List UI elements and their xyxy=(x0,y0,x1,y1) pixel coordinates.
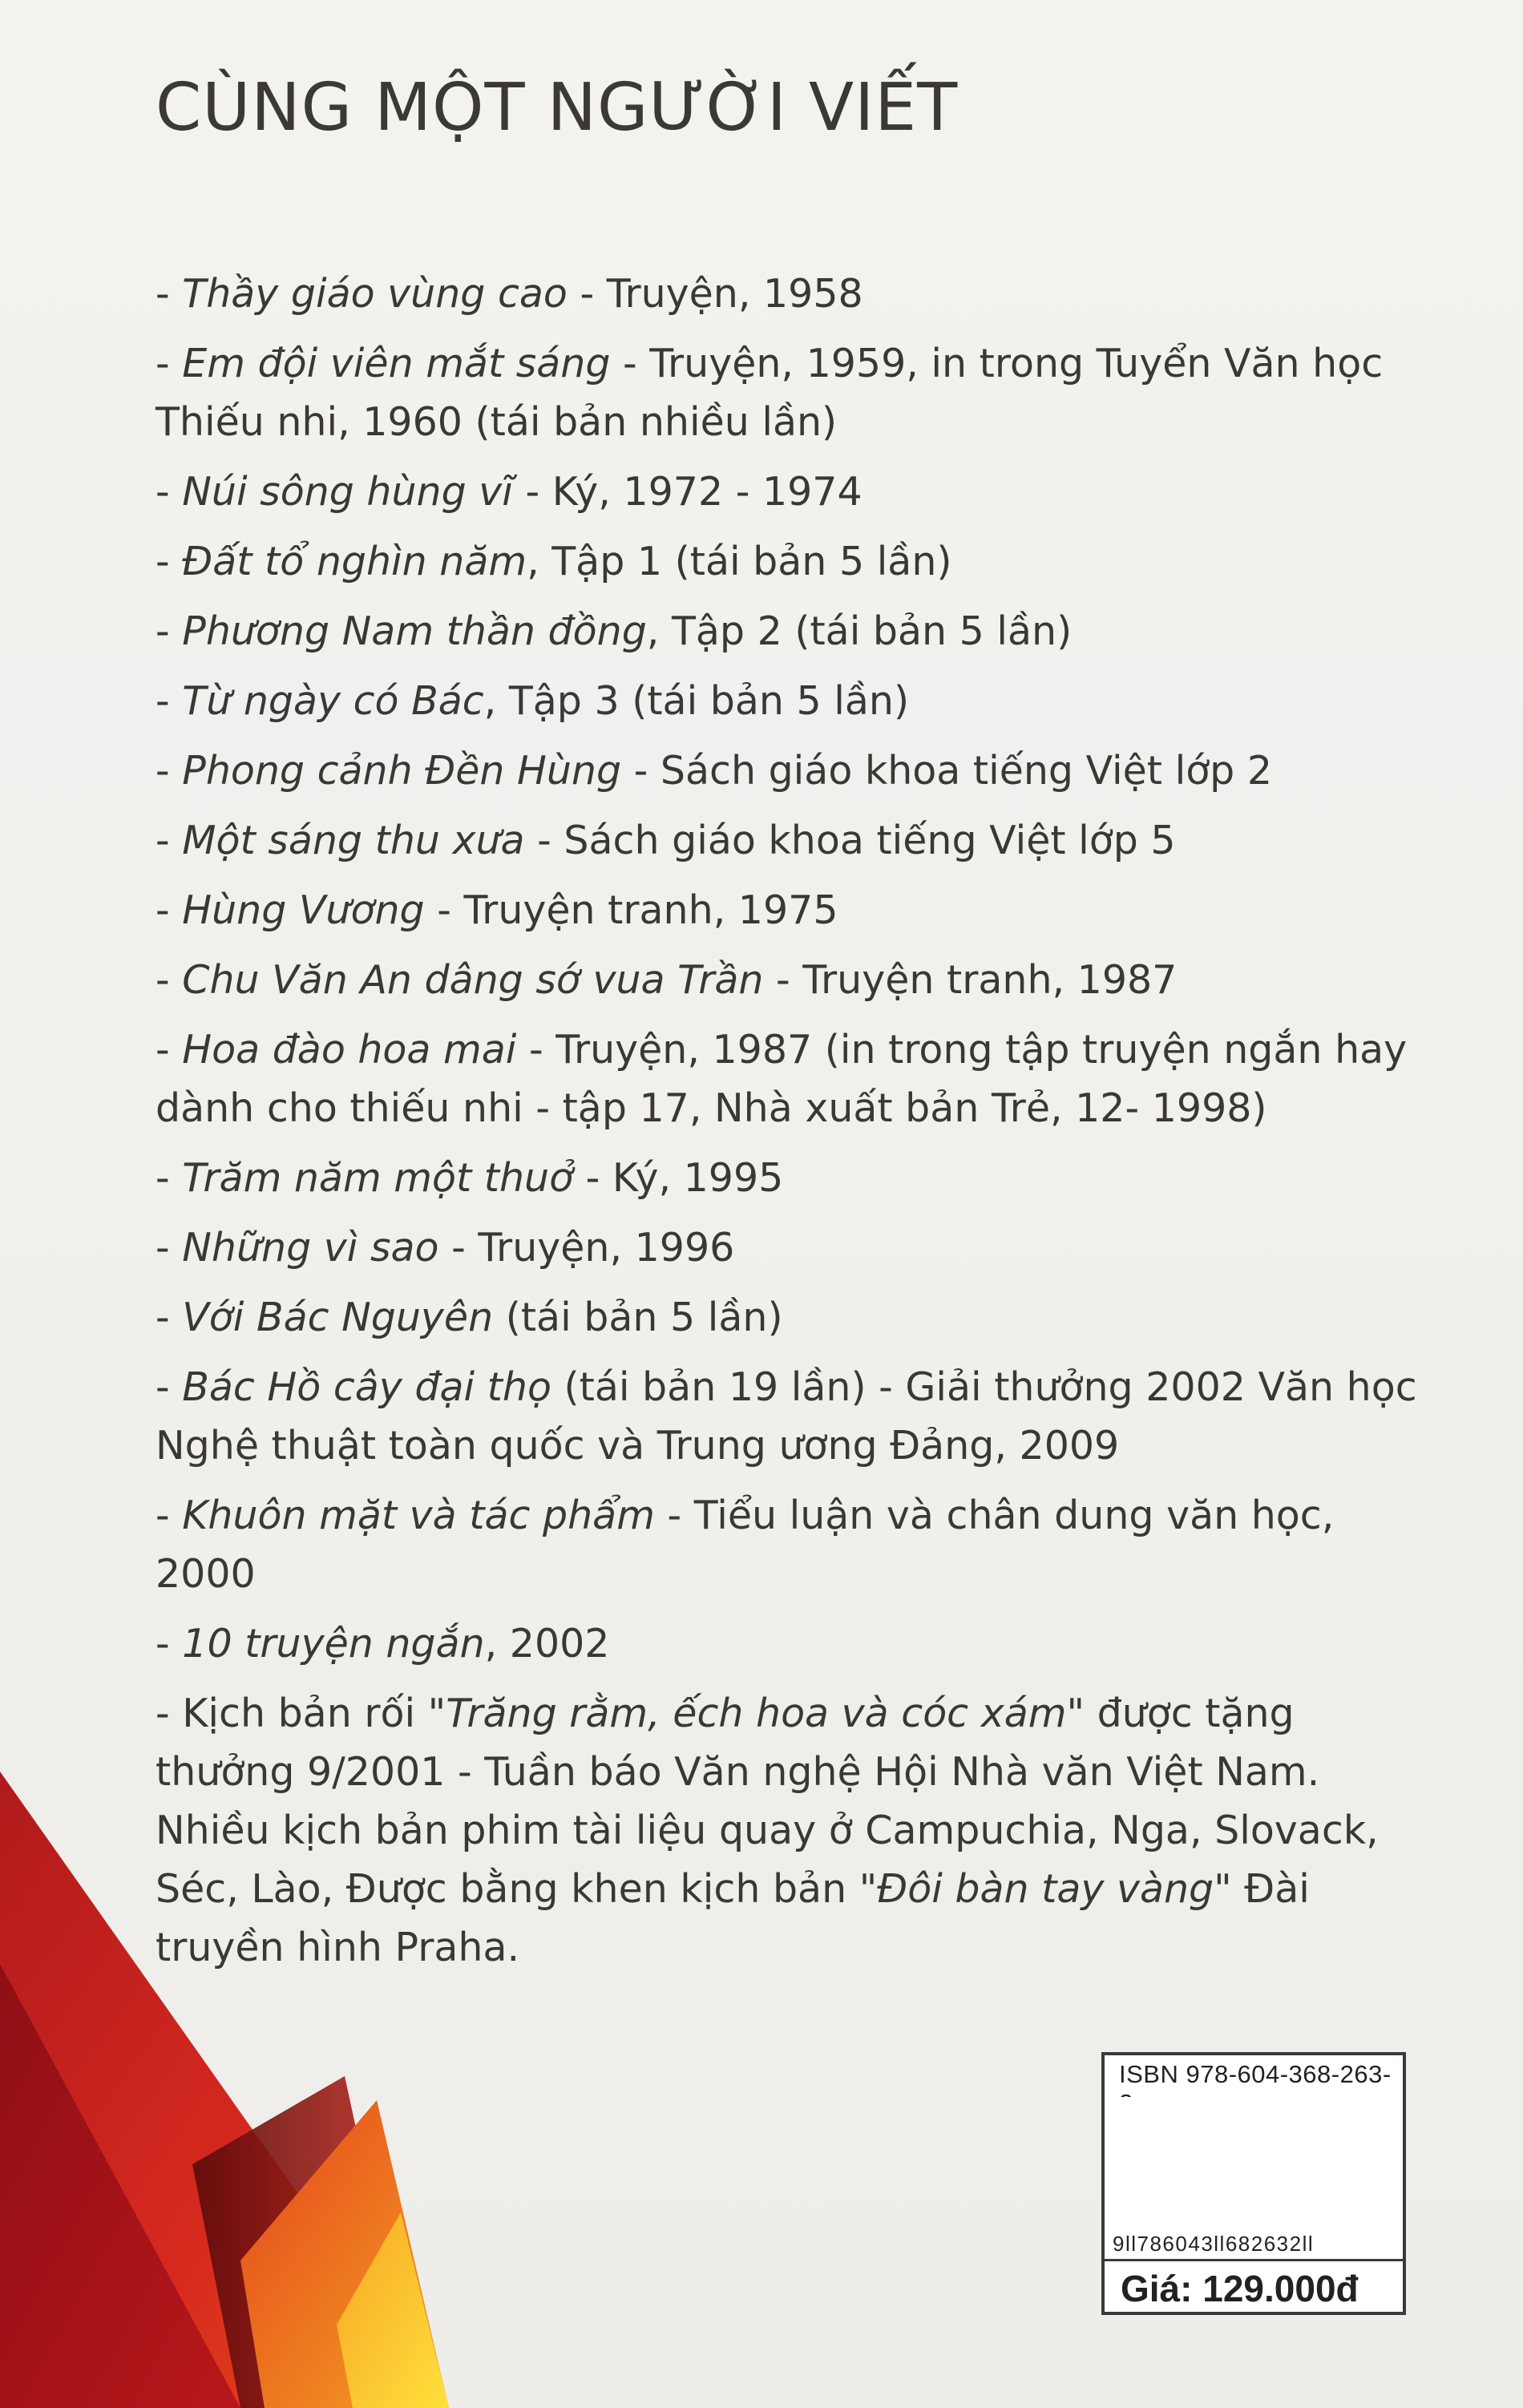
page-title: CÙNG MỘT NGƯỜI VIẾT xyxy=(156,70,959,146)
barcode-bar xyxy=(1267,2097,1270,2229)
work-title: Chu Văn An dâng sớ vua Trần xyxy=(182,957,764,1003)
barcode-bar xyxy=(1164,2097,1165,2229)
work-details: , 2002 xyxy=(484,1621,610,1667)
work-title: Trăm năm một thuở xyxy=(182,1155,574,1201)
work-entry: - Đất tổ nghìn năm, Tập 1 (tái bản 5 lần) xyxy=(156,539,952,584)
work-details: Đài truyền hình Praha. xyxy=(156,1866,1310,1970)
work-details: - Ký, 1995 xyxy=(573,1155,784,1201)
barcode-bar xyxy=(1277,2097,1279,2229)
work-entry: - Phương Nam thần đồng, Tập 2 (tái bản 5 lần) xyxy=(156,608,1073,654)
barcode-bar xyxy=(1257,2097,1258,2229)
work-entry: - Trăm năm một thuở - Ký, 1995 xyxy=(156,1155,784,1201)
barcode-bar xyxy=(1140,2097,1142,2229)
barcode-bar xyxy=(1224,2097,1228,2229)
work-entry: - 10 truyện ngắn, 2002 xyxy=(156,1621,610,1667)
barcode-bar xyxy=(1169,2097,1171,2229)
work-title: 10 truyện ngắn xyxy=(182,1621,485,1667)
work-title: Phương Nam thần đồng xyxy=(182,608,647,654)
work-entry: - Từ ngày có Bác, Tập 3 (tái bản 5 lần) xyxy=(156,678,910,724)
barcode-bar xyxy=(1229,2097,1230,2229)
work-details: - Sách giáo khoa tiếng Việt lớp 2 xyxy=(621,748,1273,794)
barcode-bar xyxy=(1121,2097,1125,2229)
work-entry: - Phong cảnh Đền Hùng - Sách giáo khoa tiếng Việt lớp 2 xyxy=(156,748,1273,794)
work-title: Một sáng thu xưa xyxy=(182,818,525,863)
content-area xyxy=(156,56,1422,1988)
work-details: (tái bản 5 lần) xyxy=(493,1295,783,1340)
work-title: Khuôn mặt và tác phẩm xyxy=(182,1493,655,1538)
barcode-bar xyxy=(1133,2097,1137,2229)
work-details: , Tập 2 (tái bản 5 lần) xyxy=(646,608,1073,654)
work-entry: - Núi sông hùng vĩ - Ký, 1972 - 1974 xyxy=(156,469,862,515)
barcode-bar xyxy=(1146,2097,1148,2229)
work-entry-puppet-script: - Kịch bản rối "Trăng rằm, ếch hoa và cóc xám" được tặng thưởng 9/2001 - Tuần báo Văn nghệ Hội Nhà văn Việt Nam. Nhiều kịch bản phim tài liệu quay ở Campuchia, Nga, Slovack, Séc, Lào, Được bằng khen kịch bản "Đôi bàn tay vàng" Đài truyền hình Praha. xyxy=(156,1691,1379,1970)
barcode-bar xyxy=(1212,2097,1214,2229)
work-entry: - Một sáng thu xưa - Sách giáo khoa tiếng Việt lớp 5 xyxy=(156,818,1176,863)
work-details: - Truyện tranh, 1987 xyxy=(763,957,1178,1003)
barcode-bar xyxy=(1137,2097,1139,2229)
work-title: Với Bác Nguyên xyxy=(182,1295,494,1340)
barcode-bar xyxy=(1197,2097,1199,2229)
works-list xyxy=(156,265,1422,1977)
barcode-bar xyxy=(1219,2097,1222,2229)
work-title: Hoa đào hoa mai xyxy=(182,1027,517,1073)
barcode xyxy=(1116,2097,1392,2229)
work-entry: - Hùng Vương - Truyện tranh, 1975 xyxy=(156,887,838,933)
price-label: Giá: 129.000đ xyxy=(1121,2268,1359,2309)
work-details: , Tập 1 (tái bản 5 lần) xyxy=(527,539,952,584)
barcode-bar xyxy=(1188,2097,1192,2229)
barcode-bar xyxy=(1149,2097,1151,2229)
barcode-bar xyxy=(1205,2097,1207,2229)
work-entry: - Thầy giáo vùng cao - Truyện, 1958 xyxy=(156,271,863,317)
barcode-bar xyxy=(1125,2097,1127,2229)
barcode-bar xyxy=(1217,2097,1218,2229)
barcode-bar xyxy=(1181,2097,1183,2229)
work-title: Em đội viên mắt sáng xyxy=(182,341,611,386)
work-title: Hùng Vương xyxy=(182,887,425,933)
barcode-bar xyxy=(1158,2097,1160,2229)
work-title: "Trăng rằm, ếch hoa và cóc xám" xyxy=(427,1691,1085,1736)
barcode-bar xyxy=(1250,2097,1251,2229)
work-details: - Truyện, 1959, in trong Tuyển Văn học Thiếu nhi, 1960 (tái bản nhiều lần) xyxy=(156,341,1384,445)
barcode-bar xyxy=(1174,2097,1175,2229)
barcode-bar xyxy=(1176,2097,1180,2229)
work-title: Đất tổ nghìn năm xyxy=(182,539,527,584)
work-entry: - Với Bác Nguyên (tái bản 5 lần) xyxy=(156,1295,783,1340)
work-details: - Sách giáo khoa tiếng Việt lớp 5 xyxy=(524,818,1176,863)
work-entry: - Em đội viên mắt sáng - Truyện, 1959, in trong Tuyển Văn học Thiếu nhi, 1960 (tái bản nhiều lần) xyxy=(156,341,1384,445)
work-entry: - Hoa đào hoa mai - Truyện, 1987 (in trong tập truyện ngắn hay dành cho thiếu nhi - tập 17, Nhà xuất bản Trẻ, 12- 1998) xyxy=(156,1027,1408,1131)
work-details: - Truyện, 1996 xyxy=(438,1225,735,1271)
price-divider xyxy=(1105,2259,1403,2261)
barcode-bar xyxy=(1152,2097,1156,2229)
barcode-bar xyxy=(1233,2097,1234,2229)
work-title: Những vì sao xyxy=(182,1225,439,1271)
work-details: - Truyện tranh, 1975 xyxy=(424,887,838,933)
work-entry: - Những vì sao - Truyện, 1996 xyxy=(156,1225,735,1271)
work-details: Kịch bản rối xyxy=(182,1691,428,1736)
work-details: - Truyện, 1958 xyxy=(567,271,863,317)
barcode-bar xyxy=(1193,2097,1194,2229)
barcode-bar xyxy=(1262,2097,1263,2229)
work-entry: - Khuôn mặt và tác phẩm - Tiểu luận và chân dung văn học, 2000 xyxy=(156,1493,1335,1597)
barcode-bar xyxy=(1264,2097,1266,2229)
work-title: Từ ngày có Bác xyxy=(182,678,484,724)
barcode-bar xyxy=(1161,2097,1163,2229)
barcode-bar xyxy=(1236,2097,1240,2229)
work-details: - Tiểu luận và chân dung văn học, 2000 xyxy=(156,1493,1335,1597)
work-details: - Truyện, 1987 (in trong tập truyện ngắn hay dành cho thiếu nhi - tập 17, Nhà xuất bản Trẻ, 12- 1998) xyxy=(156,1027,1408,1131)
barcode-bar xyxy=(1243,2097,1246,2229)
work-entry: - Bác Hồ cây đại thọ (tái bản 19 lần) - Giải thưởng 2002 Văn học Nghệ thuật toàn quốc và Trung ương Đảng, 2009 xyxy=(156,1364,1417,1469)
barcode-bar xyxy=(1185,2097,1186,2229)
barcode-bar xyxy=(1241,2097,1242,2229)
barcode-bars xyxy=(1116,2097,1392,2229)
work-details: - Ký, 1972 - 1974 xyxy=(512,469,862,515)
work-title: Thầy giáo vùng cao xyxy=(182,271,568,317)
barcode-bar xyxy=(1129,2097,1132,2229)
barcode-digits: 9ll786043ll682632ll xyxy=(1113,2232,1315,2256)
work-title: Núi sông hùng vĩ xyxy=(182,469,513,515)
isbn-price-box xyxy=(1101,2052,1406,2315)
work-details: được tặng thưởng 9/2001 - Tuần báo Văn nghệ Hội Nhà văn Việt Nam. Nhiều kịch bản phim tài liệu quay ở Campuchia, Nga, Slovack, Séc, Lào, Được bằng khen kịch bản xyxy=(156,1691,1379,1912)
barcode-bar xyxy=(1272,2097,1276,2229)
work-entry: - Chu Văn An dâng sớ vua Trần - Truyện tranh, 1987 xyxy=(156,957,1178,1003)
barcode-bar xyxy=(1209,2097,1210,2229)
work-details: , Tập 3 (tái bản 5 lần) xyxy=(483,678,910,724)
barcode-bar xyxy=(1200,2097,1204,2229)
barcode-bar xyxy=(1253,2097,1254,2229)
isbn-number: ISBN 978-604-368-263- xyxy=(1119,2060,1392,2088)
work-title: "Đôi bàn tay vàng" xyxy=(858,1866,1232,1912)
work-title: Phong cảnh Đền Hùng xyxy=(182,748,622,794)
work-title: Bác Hồ cây đại thọ xyxy=(182,1364,551,1410)
work-details: (tái bản 19 lần) - Giải thưởng 2002 Văn học Nghệ thuật toàn quốc và Trung ương Đảng, 2009 xyxy=(156,1364,1417,1469)
